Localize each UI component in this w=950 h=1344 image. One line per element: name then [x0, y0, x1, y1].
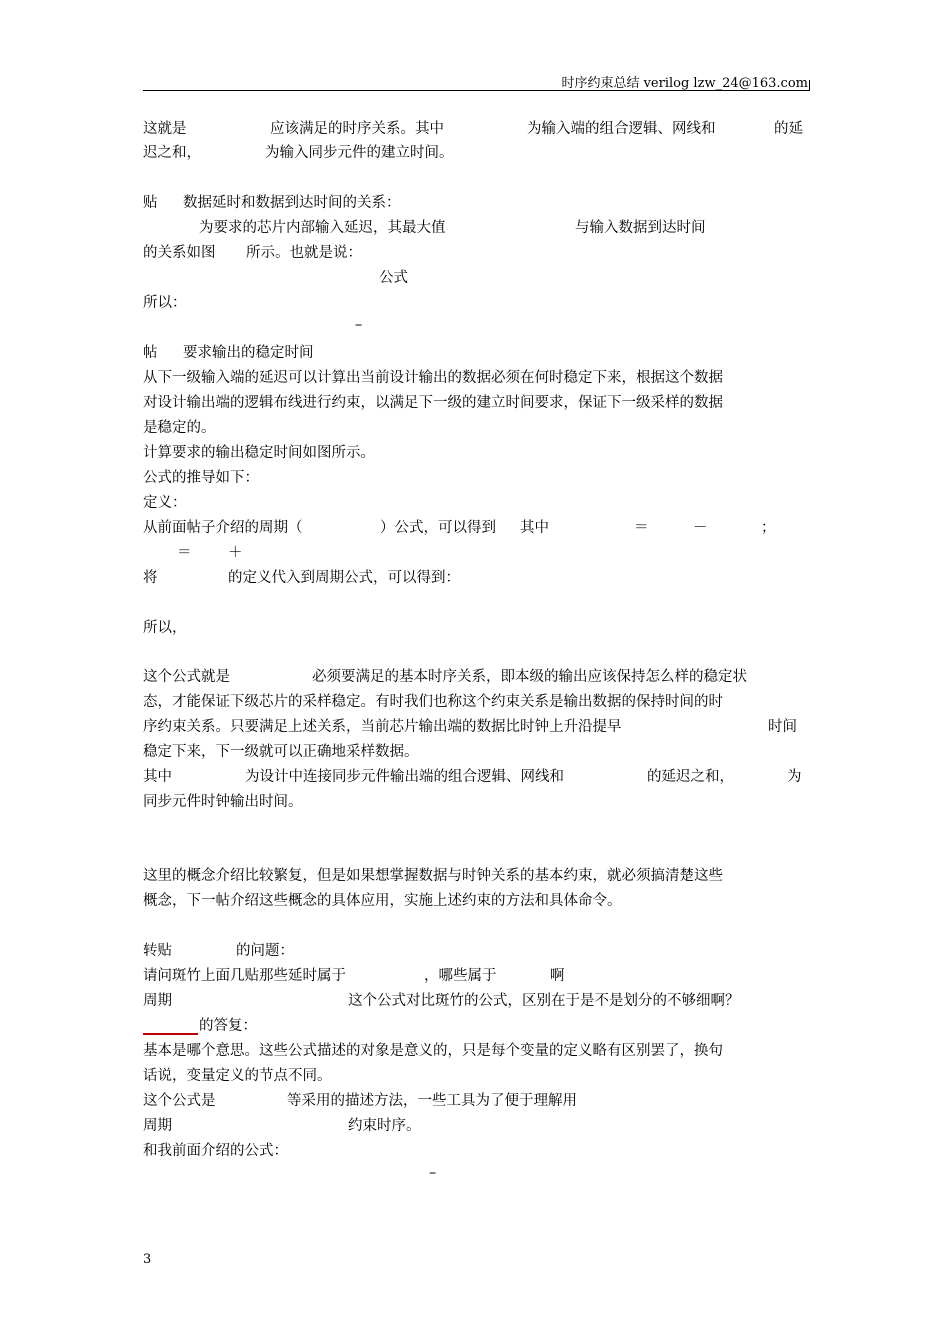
text-span: 其中: [520, 520, 549, 536]
text-span: ；: [761, 520, 776, 536]
page-header: 时序约束总结 verilog lzw_24@163.com: [561, 76, 808, 91]
text-span: 对设计输出端的逻辑布线进行约束，以满足下一级的建立时间要求，保证下一级采样的数据: [143, 395, 723, 411]
text-span: 帖: [143, 345, 158, 361]
text-span: 计算要求的输出稳定时间如图所示。: [143, 445, 375, 461]
text-span: 其中: [143, 769, 172, 785]
red-underline: [143, 1033, 198, 1035]
text-span: 这个公式对比斑竹的公式，区别在于是不是划分的不够细啊？: [348, 993, 740, 1009]
text-span: 为输入同步元件的建立时间。: [265, 145, 454, 161]
text-span: 为要求的芯片内部输入延迟，其最大值: [199, 220, 446, 236]
text-span: 迟之和，: [143, 145, 201, 161]
text-span: 话说，变量定义的节点不同。: [143, 1068, 332, 1084]
text-span: 的延: [774, 121, 803, 137]
text-span: 等采用的描述方法，一些工具为了便于理解用: [287, 1093, 577, 1109]
text-span: 转贴: [143, 943, 172, 959]
text-span: 公式的推导如下：: [143, 470, 259, 486]
text-span: 约束时序。: [348, 1118, 421, 1134]
text-span: 从下一级输入端的延迟可以计算出当前设计输出的数据必须在何时稳定下来，根据这个数据: [143, 370, 723, 386]
page-number: 3: [143, 1252, 152, 1267]
text-span: 序约束关系。只要满足上述关系，当前芯片输出端的数据比时钟上升沿提早: [143, 719, 622, 735]
text-span: 概念，下一帖介绍这些概念的具体应用，实施上述约束的方法和具体命令。: [143, 893, 622, 909]
text-span: ＝: [177, 545, 192, 561]
text-span: 从前面帖子介绍的周期（: [143, 520, 303, 536]
text-span: 为设计中连接同步元件输出端的组合逻辑、网线和: [245, 769, 564, 785]
text-span: ）公式，可以得到: [380, 520, 496, 536]
text-span: 基本是哪个意思。这些公式描述的对象是意义的，只是每个变量的定义略有区别罢了，换句: [143, 1043, 723, 1059]
text-span: 稳定下来，下一级就可以正确地采样数据。: [143, 744, 419, 760]
text-span: 这个公式是: [143, 1093, 216, 1109]
text-span: 是稳定的。: [143, 420, 216, 436]
text-span: ＝: [634, 520, 649, 536]
text-span: 的问题：: [236, 943, 294, 959]
text-span: 这里的概念介绍比较繁复，但是如果想掌握数据与时钟关系的基本约束，就必须搞清楚这些: [143, 868, 723, 884]
text-span: 定义：: [143, 495, 187, 511]
text-span: 请问斑竹上面几贴那些延时属于: [143, 968, 346, 984]
text-span: 公式: [379, 270, 408, 286]
text-span: 数据延时和数据到达时间的关系：: [183, 195, 401, 211]
text-span: 要求输出的稳定时间: [183, 345, 314, 361]
text-span: 这就是: [143, 121, 187, 137]
header-rule: [143, 90, 810, 91]
text-span: 和我前面介绍的公式：: [143, 1143, 288, 1159]
text-span: 为: [787, 769, 802, 785]
text-span: 应该满足的时序关系。其中: [270, 121, 444, 137]
header-rule-tick: [809, 80, 810, 90]
text-span: 周期: [143, 993, 172, 1009]
text-span: 的答复：: [199, 1018, 257, 1034]
text-span: 周期: [143, 1118, 172, 1134]
text-span: 贴: [143, 195, 158, 211]
text-span: 与输入数据到达时间: [575, 220, 706, 236]
text-span: ，哪些属于: [424, 968, 497, 984]
text-span: 态，才能保证下级芯片的采样稳定。有时我们也称这个约束关系是输出数据的保持时间的时: [143, 694, 723, 710]
text-span: 啊: [550, 968, 565, 984]
text-span: 时间: [768, 719, 797, 735]
text-span: 所以：: [143, 295, 187, 311]
text-span: 的定义代入到周期公式，可以得到：: [228, 570, 460, 586]
text-span: 所示。也就是说：: [246, 245, 362, 261]
text-span: 的关系如图: [143, 245, 216, 261]
text-span: ＋: [228, 545, 243, 561]
text-span: 必须要满足的基本时序关系，即本级的输出应该保持怎么样的稳定状: [312, 669, 747, 685]
text-span: –: [429, 1165, 437, 1181]
text-span: 所以，: [143, 620, 187, 636]
text-span: －: [693, 520, 708, 536]
text-span: 同步元件时钟输出时间。: [143, 794, 303, 810]
text-span: 这个公式就是: [143, 669, 230, 685]
text-span: 的延迟之和，: [647, 769, 734, 785]
text-span: –: [355, 317, 363, 333]
text-span: 为输入端的组合逻辑、网线和: [527, 121, 716, 137]
text-span: 将: [143, 570, 158, 586]
